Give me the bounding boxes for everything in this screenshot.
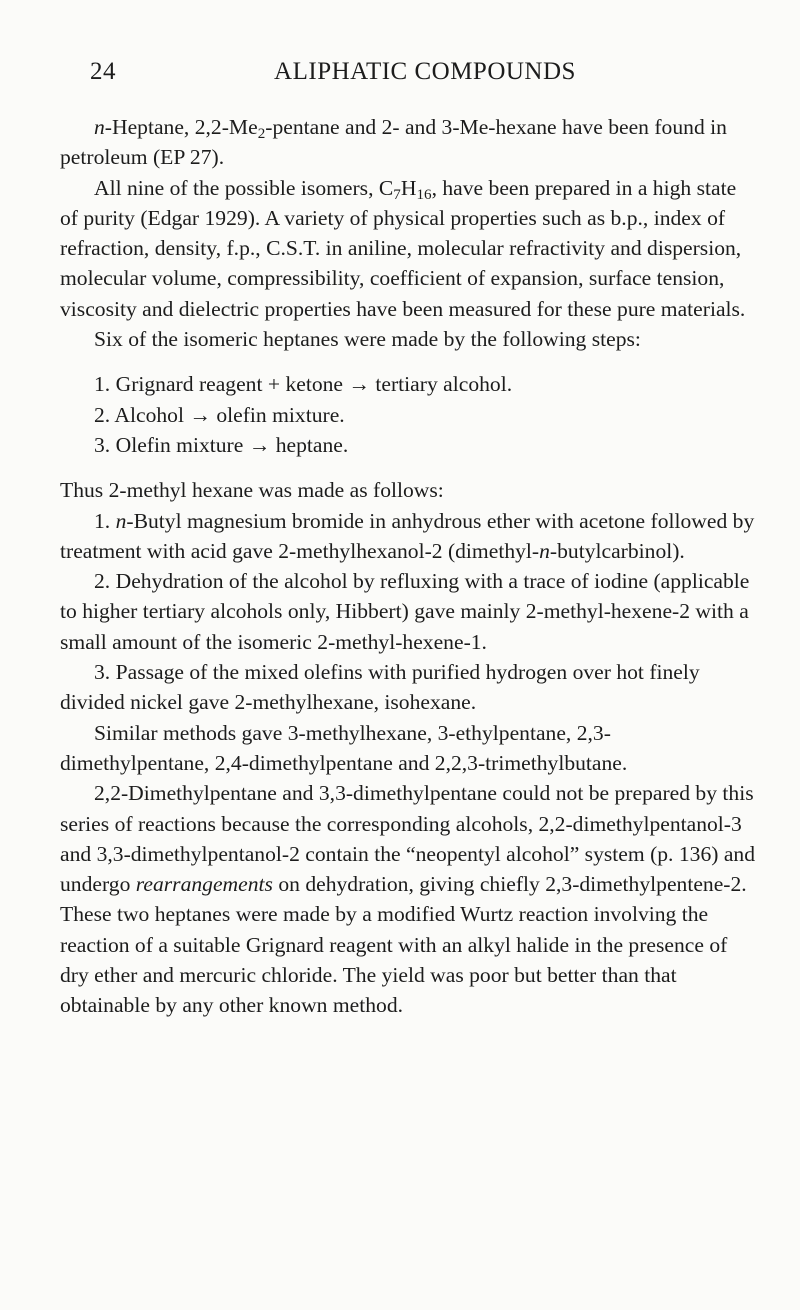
step-item: 1. Grignard reagent + ketone → tertiary alcohol. (94, 372, 513, 397)
paragraph-step-1: 1. n-Butyl magnesium bromide in anhydrous ether with acetone followed by treatment with acid gave 2-methylhexanol-2 (dimethyl-n-butylcarbinol). (60, 508, 755, 563)
italic-n: n (94, 115, 105, 139)
paragraph-thus: Thus 2-methyl hexane was made as follows: (60, 478, 444, 503)
step-item: 2. Alcohol → olefin mixture. (94, 402, 345, 427)
page-number: 24 (90, 58, 116, 85)
paragraph-step-3: 3. Passage of the mixed olefins with purified hydrogen over hot finely divided nickel gave 2-methylhexane, isohexane. (60, 660, 700, 715)
paragraph-occurrence: n-Heptane, $2,2-Me_2$-pentane and 2- and 3-Me-hexane have been found in petroleum (EP 27). (60, 115, 727, 170)
steps-list (60, 369, 755, 460)
running-head: ALIPHATIC COMPOUNDS (274, 58, 576, 85)
paragraph-steps-intro: Six of the isomeric heptanes were made by the following steps: (94, 327, 641, 352)
page-header (90, 58, 760, 94)
paragraph-isomers: All nine of the possible isomers, $C_7H_{16}$, have been prepared in a high state of purity (Edgar 1929). A variety of physical properties such as b.p., index of refraction, density, f.p., C.S.T. in aniline, molecular refractivity and dispersion, molecular volume, compressibility, coefficient of expansion, surface tension, viscosity and dielectric properties have been measured for these pure materials. (60, 175, 746, 321)
paragraph-dimethylpentane: 2,2-Dimethylpentane and 3,3-dimethylpentane could not be prepared by this series of reactions because the corresponding alcohols, 2,2-dimethylpentanol-3 and 3,3-dimethylpentanol-2 contain the “neopentyl alcohol” system (p. 136) and undergo rearrangements on dehydration, giving chiefly 2,3-dimethylpentene-2. These two heptanes were made by a modified Wurtz reaction involving the reaction of a suitable Grignard reagent with an alkyl halide in the presence of dry ether and mercuric chloride. The yield was poor but better than that obtainable by any other known method. (60, 781, 756, 1018)
body-text (60, 112, 755, 1021)
paragraph-step-2: 2. Dehydration of the alcohol by refluxing with a trace of iodine (applicable to higher tertiary alcohols only, Hibbert) gave mainly 2-methyl-hexene-2 with a small amount of the isomeric 2-methyl-hexene-1. (60, 569, 750, 654)
paragraph-similar: Similar methods gave 3-methylhexane, 3-ethylpentane, 2,3-dimethylpentane, 2,4-dimethylpentane and 2,2,3-trimethylbutane. (60, 720, 628, 775)
step-item: 3. Olefin mixture → heptane. (94, 432, 349, 457)
